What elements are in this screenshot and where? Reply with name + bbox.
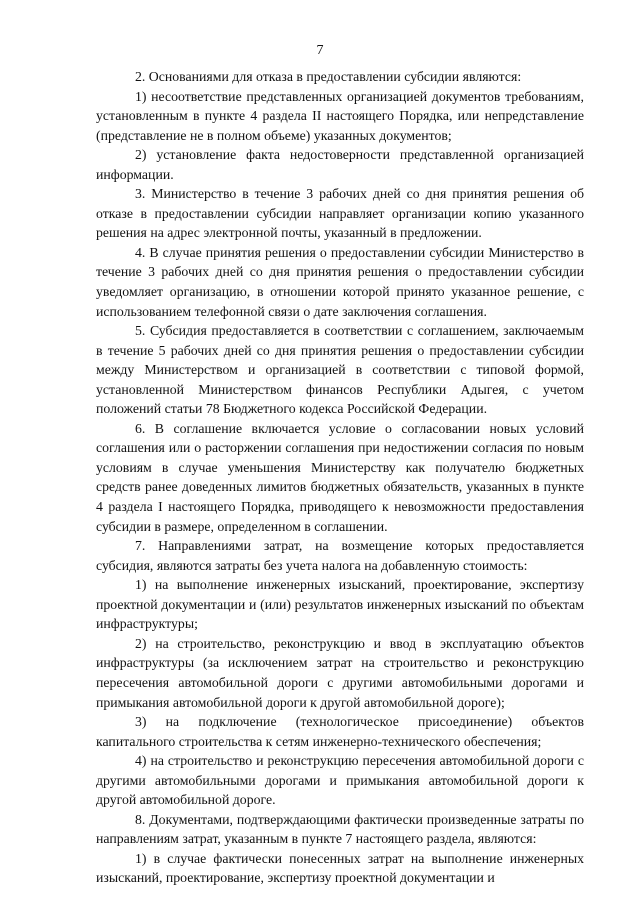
document-body: [96, 67, 584, 888]
paragraph: 2. Основаниями для отказа в предоставлении субсидии являются:: [135, 69, 522, 84]
paragraph: 4) на строительство и реконструкцию пересечения автомобильной дороги с другими автомобильными дорогами и примыкания автомобильной дороги к другой автомобильной дороге.: [96, 753, 584, 808]
paragraph: 7. Направлениями затрат, на возмещение которых предоставляется субсидия, являются затраты без учета налога на добавленную стоимость:: [96, 538, 584, 573]
paragraph: 4. В случае принятия решения о предоставлении субсидии Министерство в течение 3 рабочих дней со дня принятия решения о предоставлении субсидии уведомляет организацию, в отношении которой принято указанное решение, с использованием телефонной связи о дате заключения соглашения.: [96, 244, 584, 319]
paragraph: 3) на подключение (технологическое присоединение) объектов капитального строительства к сетям инженерно-технического обеспечения;: [96, 714, 584, 749]
paragraph: 1) несоответствие представленных организацией документов требованиям, установленным в пункте 4 раздела II настоящего Порядка, или непредставление (представление не в полном объеме) указанных документов;: [96, 88, 584, 143]
paragraph: 3. Министерство в течение 3 рабочих дней со дня принятия решения об отказе в предоставлении субсидии направляет организации копию указанного решения на адрес электронной почты, указанный в предложении.: [96, 186, 584, 241]
page-number: 7: [316, 43, 324, 58]
paragraph: 8. Документами, подтверждающими фактически произведенные затраты по направлениям затрат, указанным в пункте 7 настоящего раздела, являются:: [96, 811, 584, 847]
paragraph: 2) на строительство, реконструкцию и ввод в эксплуатацию объектов инфраструктуры (за исключением затрат на строительство и реконструкцию пересечения автомобильной дороги с другими автомобильными дорогами и примыкания автомобильной дороги к другой автомобильной дороге);: [96, 635, 584, 710]
paragraph: 5. Субсидия предоставляется в соответствии с соглашением, заключаемым в течение 5 рабочих дней со дня принятия решения о предоставлении субсидии между Министерством и организацией в соответствии с типовой формой, установленной Министерством финансов Республики Адыгея, с учетом положений статьи 78 Бюджетного кодекса Российской Федерации.: [96, 323, 584, 417]
paragraph: 6. В соглашение включается условие о согласовании новых условий соглашения или о расторжении соглашения при недостижении согласия по новым условиям в случае уменьшения Министерству как получателю бюджетных средств ранее доведенных лимитов бюджетных обязательств, указанных в пункте 4 раздела I настоящего Порядка, приводящего к невозможности предоставления субсидии в размере, определенном в соглашении.: [96, 420, 584, 534]
paragraph: 1) на выполнение инженерных изысканий, проектирование, экспертизу проектной документации и (или) результатов инженерных изысканий по объектам инфраструктуры;: [96, 577, 584, 632]
paragraph: 2) установление факта недостоверности представленной организацией информации.: [96, 147, 584, 182]
paragraph: 1) в случае фактически понесенных затрат на выполнение инженерных изысканий, проектирование, экспертизу проектной документации и: [96, 850, 584, 886]
